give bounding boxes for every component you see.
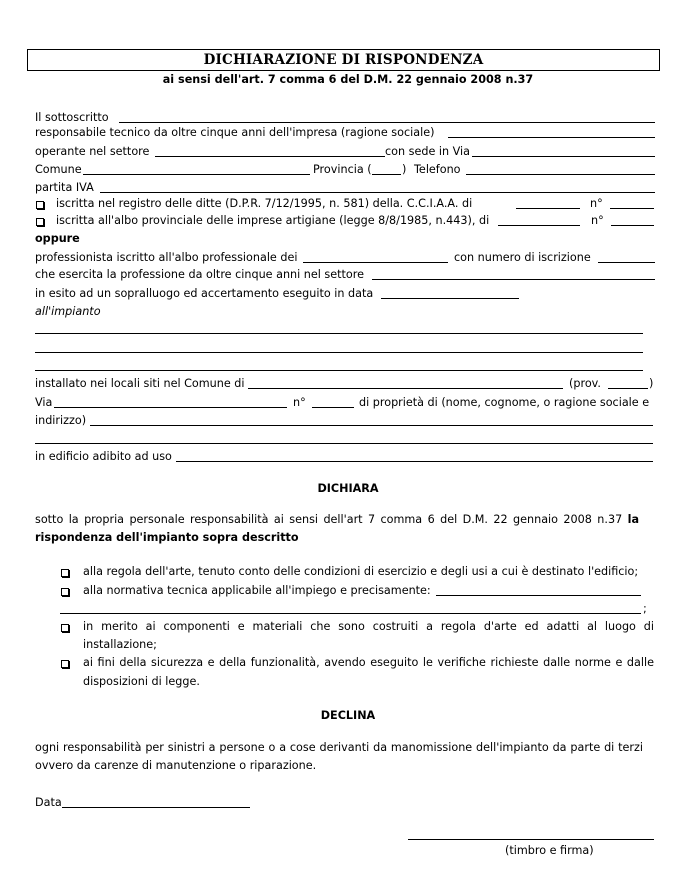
- label-numero-via: n°: [293, 396, 306, 409]
- label-numero-albo: n°: [591, 214, 604, 227]
- field-impianto-1[interactable]: [35, 333, 643, 334]
- document-subtitle: ai sensi dell'art. 7 comma 6 del D.M. 22 gennaio 2008 n.37: [162, 73, 534, 86]
- item-componenti-line2: installazione;: [83, 638, 157, 651]
- field-provincia[interactable]: [372, 174, 401, 175]
- field-numero-iscrizione[interactable]: [598, 262, 655, 263]
- field-normativa-2[interactable]: [60, 613, 641, 614]
- checkbox-registro-ditte[interactable]: [36, 201, 44, 209]
- field-normativa-1[interactable]: [436, 595, 641, 596]
- dichiara-intro-line1: [35, 513, 639, 527]
- normativa-semicolon: ;: [643, 602, 647, 615]
- item-regola-arte: alla regola dell'arte, tenuto conto delle condizioni di esercizio e degli usi a cui è destinato l'edificio;: [83, 565, 639, 578]
- dichiara-intro-line2: rispondenza dell'impianto sopra descritto: [35, 531, 299, 544]
- heading-declina: DECLINA: [320, 709, 376, 722]
- field-settore[interactable]: [155, 156, 385, 157]
- label-albo-artigiane: iscritta all'albo provinciale delle imprese artigiane (legge 8/8/1985, n.443), di: [56, 214, 490, 227]
- label-provincia-close: ): [402, 163, 407, 176]
- field-albo-professionale[interactable]: [303, 262, 448, 263]
- field-via[interactable]: [54, 407, 287, 408]
- field-settore-professione[interactable]: [372, 279, 655, 280]
- label-comune: Comune: [35, 163, 82, 176]
- item-componenti-line1: in merito ai componenti e materiali che sono costruiti a regola d'arte ed adatti al luogo di: [83, 620, 654, 633]
- label-prov: (prov.: [569, 377, 601, 390]
- field-indirizzo-1[interactable]: [90, 425, 653, 426]
- field-partita-iva[interactable]: [100, 192, 655, 193]
- checkbox-sicurezza[interactable]: [61, 660, 69, 668]
- field-numero-registro[interactable]: [610, 208, 654, 209]
- dichiara-intro-bold: la: [627, 513, 639, 526]
- field-numero-via[interactable]: [312, 407, 354, 408]
- field-numero-albo[interactable]: [611, 225, 654, 226]
- label-proprieta: di proprietà di (nome, cognome, o ragione sociale e: [359, 396, 650, 409]
- label-provincia: Provincia (: [313, 163, 372, 176]
- title-box: [27, 49, 660, 71]
- label-indirizzo: indirizzo): [35, 414, 87, 427]
- label-responsabile: responsabile tecnico da oltre cinque anni dell'impresa (ragione sociale): [35, 126, 435, 139]
- field-albo-artigiane[interactable]: [498, 225, 580, 226]
- field-cciaa[interactable]: [516, 208, 580, 209]
- field-data[interactable]: [62, 807, 250, 808]
- field-ragione-sociale[interactable]: [448, 137, 655, 138]
- label-impianto: all'impianto: [35, 305, 101, 318]
- label-sopralluogo: in esito ad un sopralluogo ed accertamento eseguito in data: [35, 287, 374, 300]
- label-operante: operante nel settore: [35, 145, 150, 158]
- checkbox-componenti[interactable]: [61, 624, 69, 632]
- label-professionista: professionista iscritto all'albo professionale dei: [35, 251, 298, 264]
- field-prov[interactable]: [608, 388, 648, 389]
- item-sicurezza-line2: disposizioni di legge.: [83, 675, 200, 688]
- declina-line1: ogni responsabilità per sinistri a persone o a cose derivanti da manomissione dell'impianto da parte di terzi: [35, 741, 643, 754]
- label-partita-iva: partita IVA: [35, 181, 94, 194]
- heading-dichiara: DICHIARA: [317, 482, 379, 495]
- field-impianto-3[interactable]: [35, 370, 643, 371]
- label-telefono: Telefono: [414, 163, 461, 176]
- field-sede-via[interactable]: [472, 156, 655, 157]
- label-sottoscritto: Il sottoscritto: [35, 111, 109, 124]
- label-registro-ditte: iscritta nel registro delle ditte (D.P.R. 7/12/1995, n. 581) della. C.C.I.A.A. di: [56, 197, 473, 210]
- label-sede-via: con sede in Via: [385, 145, 471, 158]
- label-oppure: oppure: [35, 232, 80, 245]
- field-comune[interactable]: [83, 174, 310, 175]
- item-sicurezza-line1: ai fini della sicurezza e della funzionalità, avendo eseguito le verifiche richieste dalle norme e dalle: [83, 656, 654, 669]
- checkbox-regola-arte[interactable]: [61, 569, 69, 577]
- field-firma[interactable]: [408, 839, 654, 840]
- label-esercita: che esercita la professione da oltre cinque anni nel settore: [35, 268, 364, 281]
- item-normativa: alla normativa tecnica applicabile all'impiego e precisamente:: [83, 584, 431, 597]
- field-sottoscritto[interactable]: [119, 122, 655, 123]
- declina-line2: ovvero da carenze di manutenzione o riparazione.: [35, 759, 317, 772]
- field-comune-installazione[interactable]: [248, 388, 563, 389]
- label-numero-iscrizione: con numero di iscrizione: [454, 251, 591, 264]
- label-numero-registro: n°: [590, 197, 603, 210]
- label-installato: installato nei locali siti nel Comune di: [35, 377, 245, 390]
- dichiara-intro-normal: sotto la propria personale responsabilità ai sensi dell'art 7 comma 6 del D.M. 22 gennaio 2008 n.37: [35, 513, 623, 526]
- label-prov-close: ): [649, 377, 654, 390]
- field-telefono[interactable]: [466, 174, 655, 175]
- label-edificio: in edificio adibito ad uso: [35, 450, 172, 463]
- document-title: DICHIARAZIONE DI RISPONDENZA: [203, 52, 484, 68]
- field-uso-edificio[interactable]: [176, 461, 653, 462]
- label-via: Via: [35, 396, 53, 409]
- field-data-sopralluogo[interactable]: [381, 298, 519, 299]
- label-timbro-firma: (timbro e firma): [505, 844, 594, 857]
- checkbox-albo-artigiane[interactable]: [36, 218, 44, 226]
- field-impianto-2[interactable]: [35, 352, 643, 353]
- label-data: Data: [35, 796, 62, 809]
- checkbox-normativa[interactable]: [61, 588, 69, 596]
- field-indirizzo-2[interactable]: [35, 443, 653, 444]
